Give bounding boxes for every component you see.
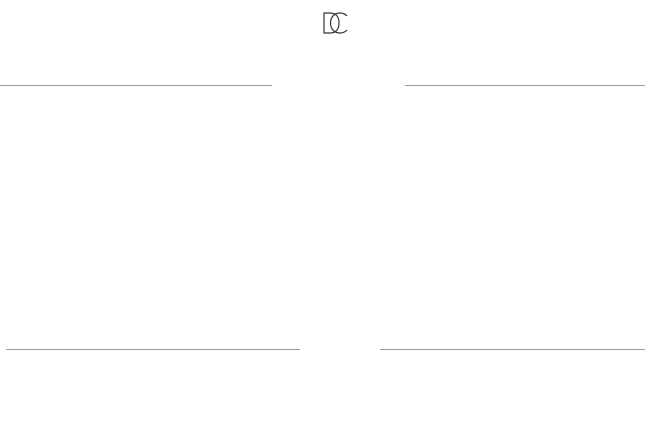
dc-monogram-icon xyxy=(321,12,349,34)
divider-right xyxy=(405,85,645,86)
divider-left xyxy=(0,85,272,86)
divider-left xyxy=(6,349,300,350)
divider-right xyxy=(380,349,645,350)
